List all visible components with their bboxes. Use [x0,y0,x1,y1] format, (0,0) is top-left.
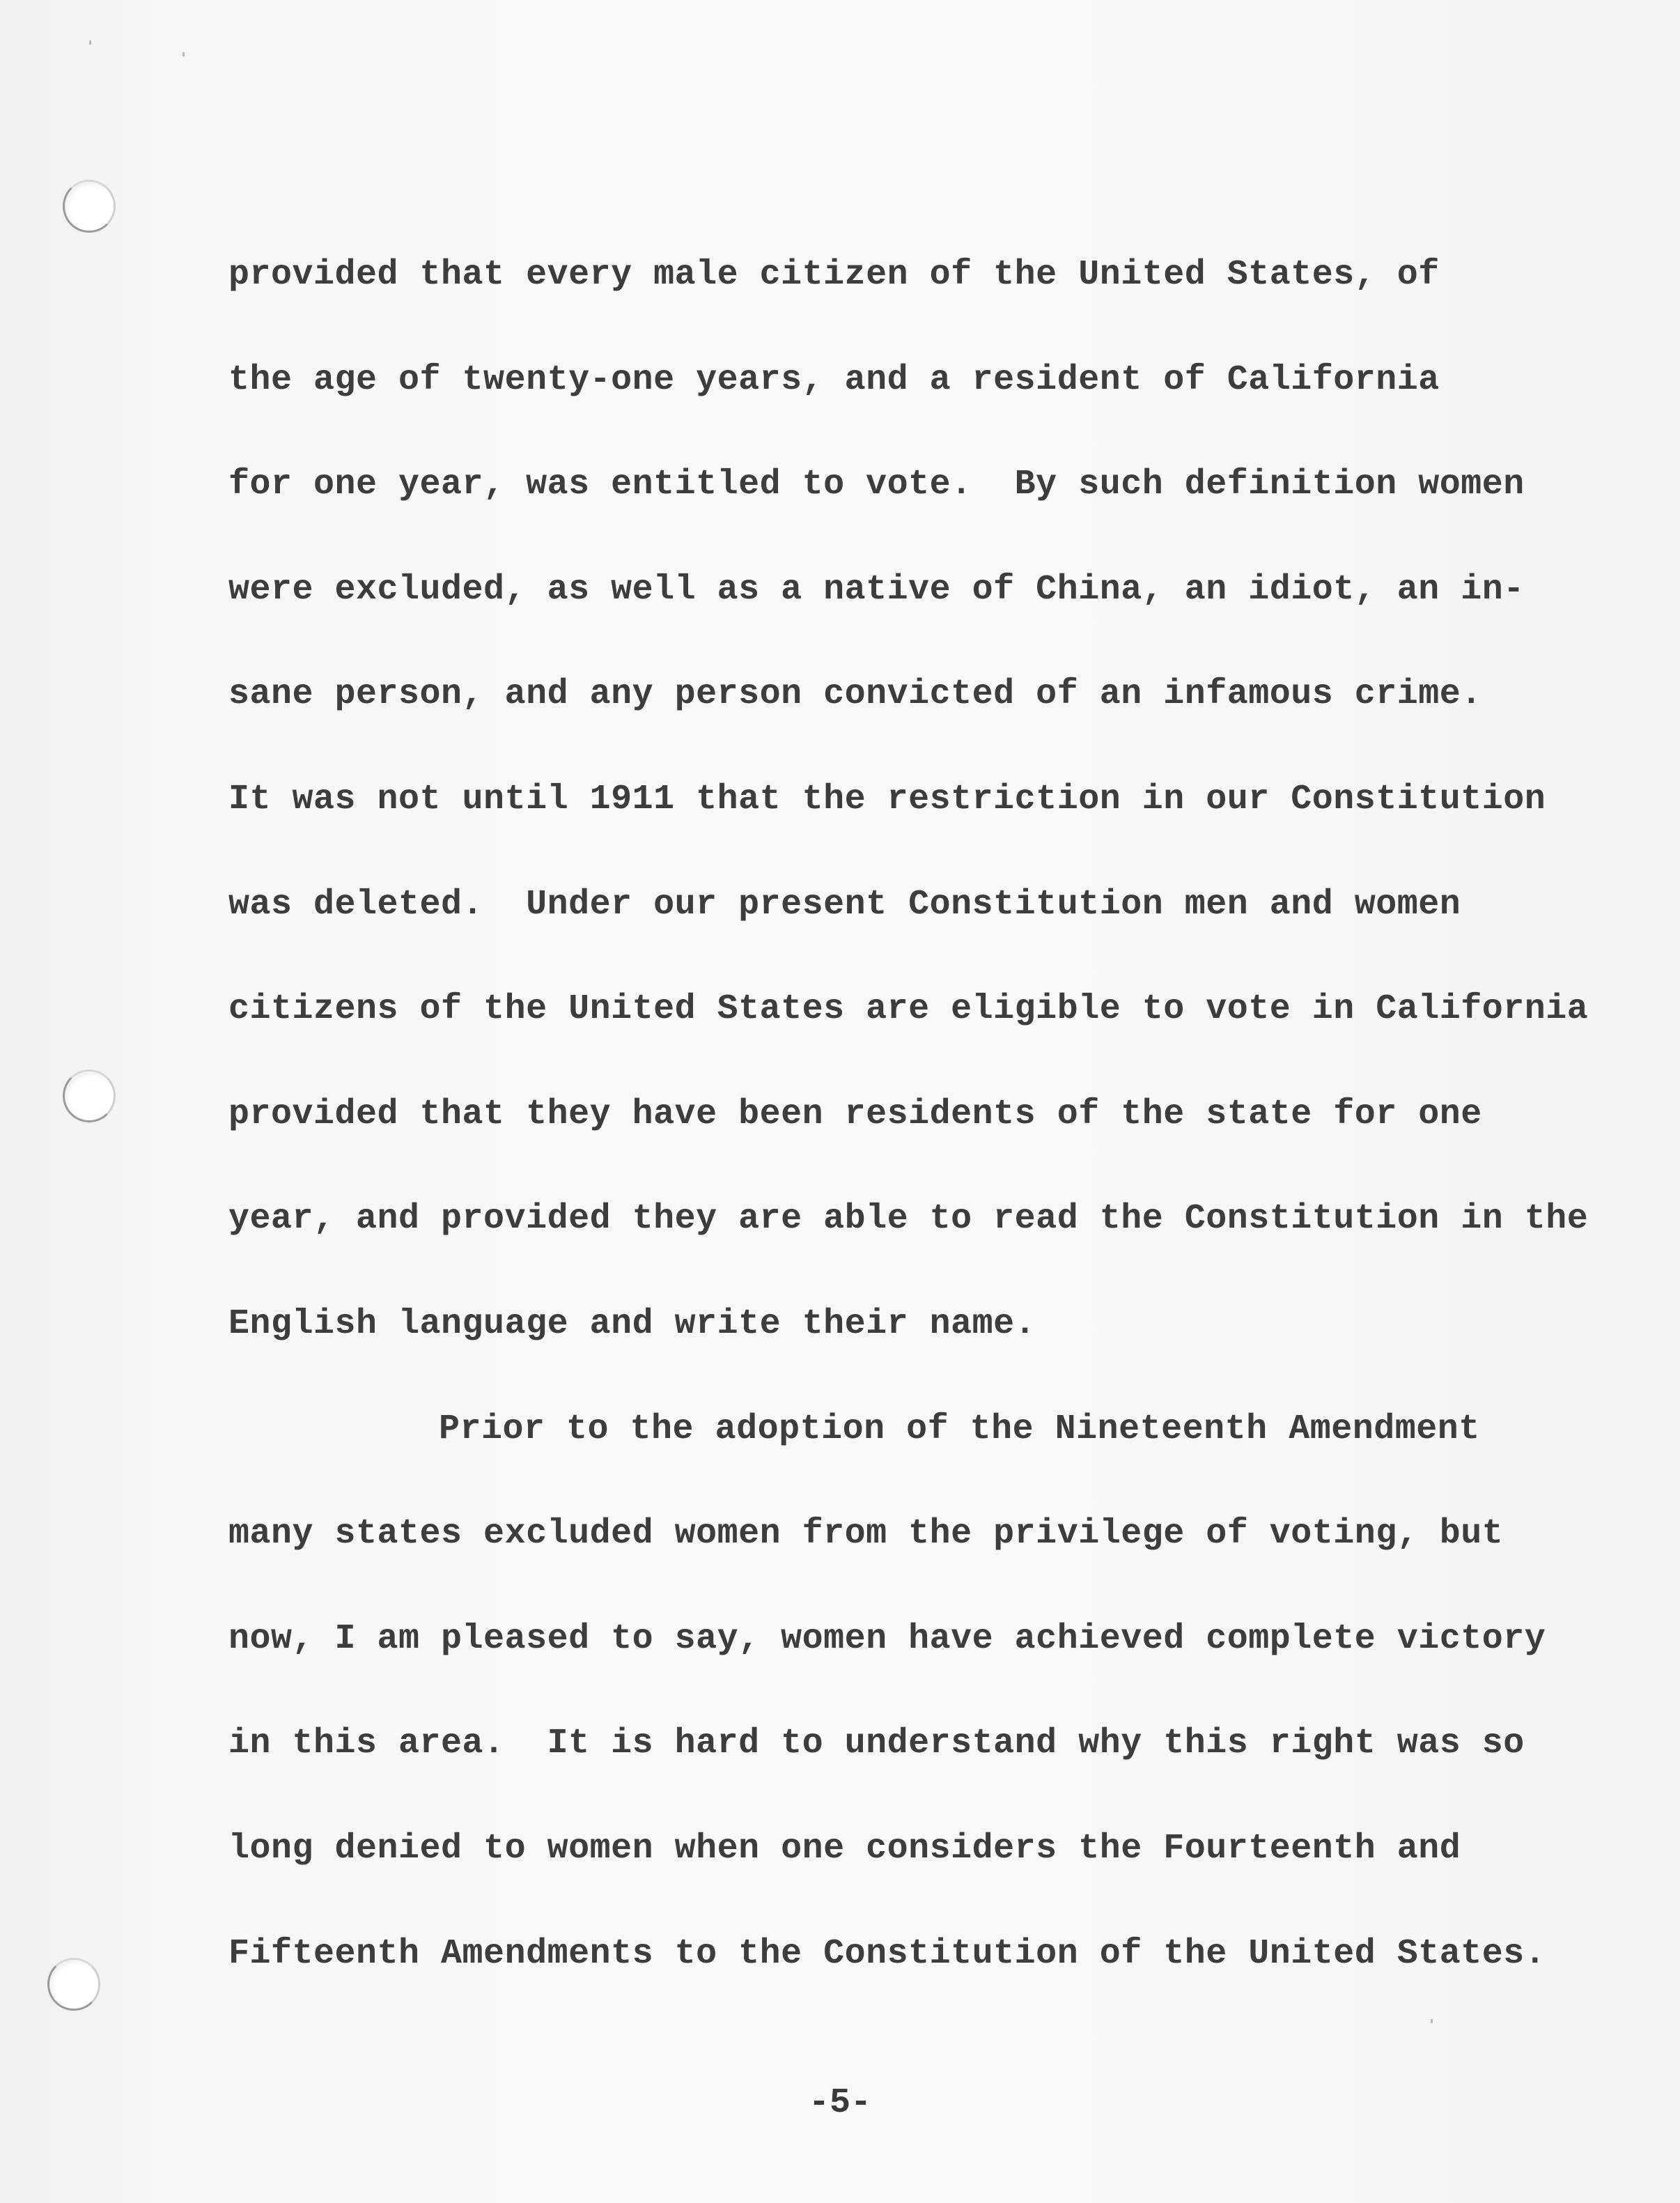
text-line: was deleted. Under our present Constitution men and women [228,884,1461,925]
text-line: for one year, was entitled to vote. By such definition women [228,465,1525,505]
punch-hole-middle [63,1069,116,1122]
text-line: It was not until 1911 that the restriction in our Constitution [228,779,1546,819]
typed-text-body [228,247,1594,2031]
punch-hole-top [63,180,116,233]
paragraph-start-line: Prior to the adoption of the Nineteenth Amendment [439,1409,1480,1449]
page-number: -5- [808,2083,871,2123]
paper-speck [89,40,91,45]
text-line: now, I am pleased to say, women have achieved complete victory [228,1618,1546,1659]
text-line: provided that every male citizen of the United States, of [228,255,1440,295]
text-line: English language and write their name. [228,1304,1036,1344]
text-line: year, and provided they are able to read the Constitution in the [228,1199,1589,1239]
text-line: in this area. It is hard to understand why this right was so [228,1724,1525,1764]
text-line: many states excluded women from the privilege of voting, but [228,1514,1504,1554]
text-line: citizens of the United States are eligible to vote in California [228,989,1589,1030]
text-line: the age of twenty-one years, and a resident of California [228,360,1440,400]
punch-hole-bottom [47,1958,100,2011]
text-line: were excluded, as well as a native of China, an idiot, an in- [228,569,1525,610]
paper-speck [182,52,185,56]
text-line: provided that they have been residents of the state for one [228,1094,1482,1134]
text-line: sane person, and any person convicted of an infamous crime. [228,674,1482,715]
text-line: Fifteenth Amendments to the Constitution of the United States. [228,1933,1546,1974]
text-line: long denied to women when one considers the Fourteenth and [228,1828,1461,1869]
